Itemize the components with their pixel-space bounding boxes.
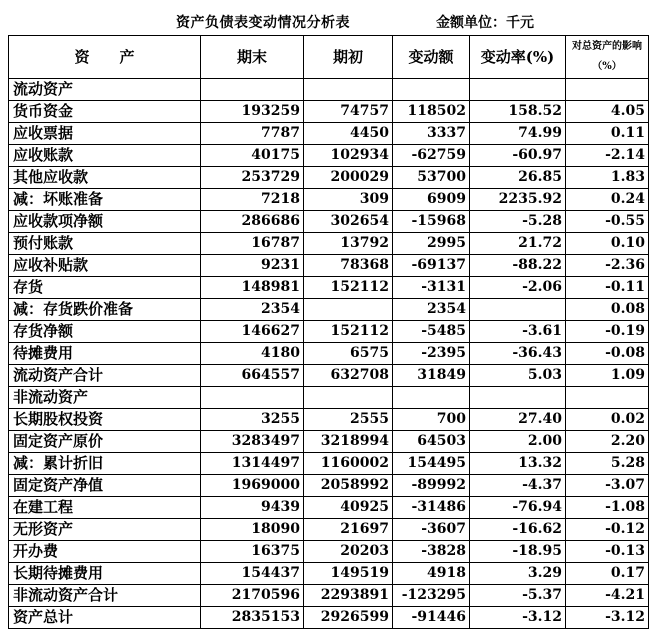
table-row — [9, 497, 649, 519]
cell-change: -3131 — [393, 277, 470, 299]
cell-change: 154495 — [393, 453, 470, 475]
cell-change: -91446 — [393, 607, 470, 629]
cell-end: 9439 — [201, 497, 304, 519]
cell-begin — [304, 387, 393, 409]
cell-end: 16787 — [201, 233, 304, 255]
page-title: 资产负债表变动情况分析表 — [176, 15, 350, 31]
cell-change: 31849 — [393, 365, 470, 387]
cell-begin: 2555 — [304, 409, 393, 431]
row-label: 流动资产 — [9, 79, 201, 101]
table-row — [9, 343, 649, 365]
table-row — [9, 277, 649, 299]
cell-impact: -2.14 — [566, 145, 649, 167]
cell-impact — [566, 387, 649, 409]
table-row — [9, 145, 649, 167]
cell-begin: 2926599 — [304, 607, 393, 629]
balance-sheet-table — [8, 35, 649, 629]
row-label: 应收账款 — [9, 145, 201, 167]
cell-rate — [470, 299, 566, 321]
table-row — [9, 321, 649, 343]
table-row — [9, 101, 649, 123]
table-row — [9, 563, 649, 585]
cell-rate: 5.03 — [470, 365, 566, 387]
cell-rate: 158.52 — [470, 101, 566, 123]
cell-change: 2354 — [393, 299, 470, 321]
row-label: 开办费 — [9, 541, 201, 563]
cell-begin: 632708 — [304, 365, 393, 387]
cell-end: 7787 — [201, 123, 304, 145]
table-row — [9, 453, 649, 475]
table-row — [9, 475, 649, 497]
cell-begin: 149519 — [304, 563, 393, 585]
table-row — [9, 79, 649, 101]
cell-begin: 6575 — [304, 343, 393, 365]
cell-impact: -3.12 — [566, 607, 649, 629]
cell-end: 40175 — [201, 145, 304, 167]
table-row — [9, 123, 649, 145]
cell-impact: 0.11 — [566, 123, 649, 145]
row-label: 长期待摊费用 — [9, 563, 201, 585]
cell-end: 193259 — [201, 101, 304, 123]
cell-end: 2835153 — [201, 607, 304, 629]
cell-impact: 0.02 — [566, 409, 649, 431]
cell-rate: 26.85 — [470, 167, 566, 189]
cell-end: 7218 — [201, 189, 304, 211]
cell-begin: 13792 — [304, 233, 393, 255]
cell-rate: 27.40 — [470, 409, 566, 431]
row-label: 存货净额 — [9, 321, 201, 343]
cell-rate: -3.12 — [470, 607, 566, 629]
cell-end: 2354 — [201, 299, 304, 321]
row-label: 非流动资产 — [9, 387, 201, 409]
cell-change: 6909 — [393, 189, 470, 211]
row-label: 减：坏账准备 — [9, 189, 201, 211]
cell-impact: -0.13 — [566, 541, 649, 563]
cell-change: 700 — [393, 409, 470, 431]
table-row — [9, 431, 649, 453]
cell-rate: -36.43 — [470, 343, 566, 365]
cell-change: 64503 — [393, 431, 470, 453]
cell-impact — [566, 79, 649, 101]
cell-begin: 4450 — [304, 123, 393, 145]
cell-end: 148981 — [201, 277, 304, 299]
row-label: 无形资产 — [9, 519, 201, 541]
column-header-change: 变动额 — [393, 36, 470, 79]
cell-change: -62759 — [393, 145, 470, 167]
cell-change: 118502 — [393, 101, 470, 123]
cell-end: 286686 — [201, 211, 304, 233]
table-row — [9, 255, 649, 277]
cell-rate: -88.22 — [470, 255, 566, 277]
cell-end: 1314497 — [201, 453, 304, 475]
cell-impact: 0.17 — [566, 563, 649, 585]
cell-rate: -76.94 — [470, 497, 566, 519]
row-label: 应收票据 — [9, 123, 201, 145]
row-label: 减：存货跌价准备 — [9, 299, 201, 321]
cell-impact: -1.08 — [566, 497, 649, 519]
cell-rate: -5.37 — [470, 585, 566, 607]
cell-impact: 4.05 — [566, 101, 649, 123]
column-header-rate: 变动率(%) — [470, 36, 566, 79]
cell-begin: 21697 — [304, 519, 393, 541]
table-row — [9, 409, 649, 431]
cell-begin: 74757 — [304, 101, 393, 123]
cell-rate: -5.28 — [470, 211, 566, 233]
cell-begin: 78368 — [304, 255, 393, 277]
cell-impact: 5.28 — [566, 453, 649, 475]
table-row — [9, 607, 649, 629]
cell-begin: 2058992 — [304, 475, 393, 497]
cell-change: -89992 — [393, 475, 470, 497]
cell-change: -5485 — [393, 321, 470, 343]
table-row — [9, 167, 649, 189]
cell-end: 253729 — [201, 167, 304, 189]
row-label: 应收款项净额 — [9, 211, 201, 233]
column-header-item: 资 产 — [9, 36, 201, 79]
row-label: 非流动资产合计 — [9, 585, 201, 607]
cell-change — [393, 79, 470, 101]
cell-rate: 13.32 — [470, 453, 566, 475]
cell-impact: -4.21 — [566, 585, 649, 607]
row-label: 预付账款 — [9, 233, 201, 255]
header-row — [9, 36, 649, 79]
cell-impact: 1.09 — [566, 365, 649, 387]
cell-impact: 0.10 — [566, 233, 649, 255]
cell-change: 3337 — [393, 123, 470, 145]
row-label: 流动资产合计 — [9, 365, 201, 387]
table-caption — [0, 0, 658, 35]
cell-end: 154437 — [201, 563, 304, 585]
cell-impact: 2.20 — [566, 431, 649, 453]
cell-change: 4918 — [393, 563, 470, 585]
table-row — [9, 189, 649, 211]
cell-begin: 3218994 — [304, 431, 393, 453]
row-label: 资产总计 — [9, 607, 201, 629]
cell-begin: 309 — [304, 189, 393, 211]
row-label: 存货 — [9, 277, 201, 299]
row-label: 货币资金 — [9, 101, 201, 123]
cell-end: 3255 — [201, 409, 304, 431]
row-label: 待摊费用 — [9, 343, 201, 365]
row-label: 在建工程 — [9, 497, 201, 519]
row-label: 固定资产净值 — [9, 475, 201, 497]
cell-change: 53700 — [393, 167, 470, 189]
cell-impact: -2.36 — [566, 255, 649, 277]
cell-change: -123295 — [393, 585, 470, 607]
cell-impact: 1.83 — [566, 167, 649, 189]
cell-end — [201, 387, 304, 409]
cell-impact: -0.12 — [566, 519, 649, 541]
cell-begin: 302654 — [304, 211, 393, 233]
column-header-begin: 期初 — [304, 36, 393, 79]
row-label: 其他应收款 — [9, 167, 201, 189]
row-label: 减：累计折旧 — [9, 453, 201, 475]
cell-impact: -0.19 — [566, 321, 649, 343]
table-row — [9, 365, 649, 387]
table-row — [9, 211, 649, 233]
table-row — [9, 585, 649, 607]
cell-end: 2170596 — [201, 585, 304, 607]
cell-rate: 21.72 — [470, 233, 566, 255]
cell-change: 2995 — [393, 233, 470, 255]
cell-begin — [304, 299, 393, 321]
cell-impact: -3.07 — [566, 475, 649, 497]
table-row — [9, 233, 649, 255]
unit-label: 金额单位：千元 — [436, 15, 534, 31]
cell-begin: 1160002 — [304, 453, 393, 475]
cell-rate: 74.99 — [470, 123, 566, 145]
row-label: 长期股权投资 — [9, 409, 201, 431]
cell-rate: 3.29 — [470, 563, 566, 585]
cell-rate: -4.37 — [470, 475, 566, 497]
cell-begin: 102934 — [304, 145, 393, 167]
cell-end: 16375 — [201, 541, 304, 563]
cell-end — [201, 79, 304, 101]
cell-change: -15968 — [393, 211, 470, 233]
column-header-end: 期末 — [201, 36, 304, 79]
table-row — [9, 299, 649, 321]
cell-rate: -16.62 — [470, 519, 566, 541]
cell-rate: -60.97 — [470, 145, 566, 167]
cell-end: 18090 — [201, 519, 304, 541]
cell-begin — [304, 79, 393, 101]
cell-rate: 2235.92 — [470, 189, 566, 211]
cell-change — [393, 387, 470, 409]
cell-rate: -18.95 — [470, 541, 566, 563]
cell-begin: 40925 — [304, 497, 393, 519]
cell-impact: -0.55 — [566, 211, 649, 233]
cell-change: -69137 — [393, 255, 470, 277]
table-row — [9, 387, 649, 409]
cell-end: 4180 — [201, 343, 304, 365]
cell-begin: 152112 — [304, 277, 393, 299]
cell-end: 3283497 — [201, 431, 304, 453]
cell-rate: -2.06 — [470, 277, 566, 299]
cell-change: -3607 — [393, 519, 470, 541]
cell-impact: -0.11 — [566, 277, 649, 299]
cell-begin: 200029 — [304, 167, 393, 189]
cell-end: 9231 — [201, 255, 304, 277]
table-row — [9, 519, 649, 541]
row-label: 固定资产原价 — [9, 431, 201, 453]
table-row — [9, 541, 649, 563]
cell-rate — [470, 79, 566, 101]
cell-end: 146627 — [201, 321, 304, 343]
cell-change: -31486 — [393, 497, 470, 519]
cell-end: 1969000 — [201, 475, 304, 497]
cell-begin: 2293891 — [304, 585, 393, 607]
cell-rate — [470, 387, 566, 409]
cell-begin: 20203 — [304, 541, 393, 563]
cell-impact: 0.08 — [566, 299, 649, 321]
cell-change: -3828 — [393, 541, 470, 563]
column-header-impact: 对总资产的影响（%） — [566, 36, 649, 79]
row-label: 应收补贴款 — [9, 255, 201, 277]
cell-impact: -0.08 — [566, 343, 649, 365]
cell-begin: 152112 — [304, 321, 393, 343]
cell-change: -2395 — [393, 343, 470, 365]
cell-end: 664557 — [201, 365, 304, 387]
cell-rate: -3.61 — [470, 321, 566, 343]
cell-rate: 2.00 — [470, 431, 566, 453]
cell-impact: 0.24 — [566, 189, 649, 211]
